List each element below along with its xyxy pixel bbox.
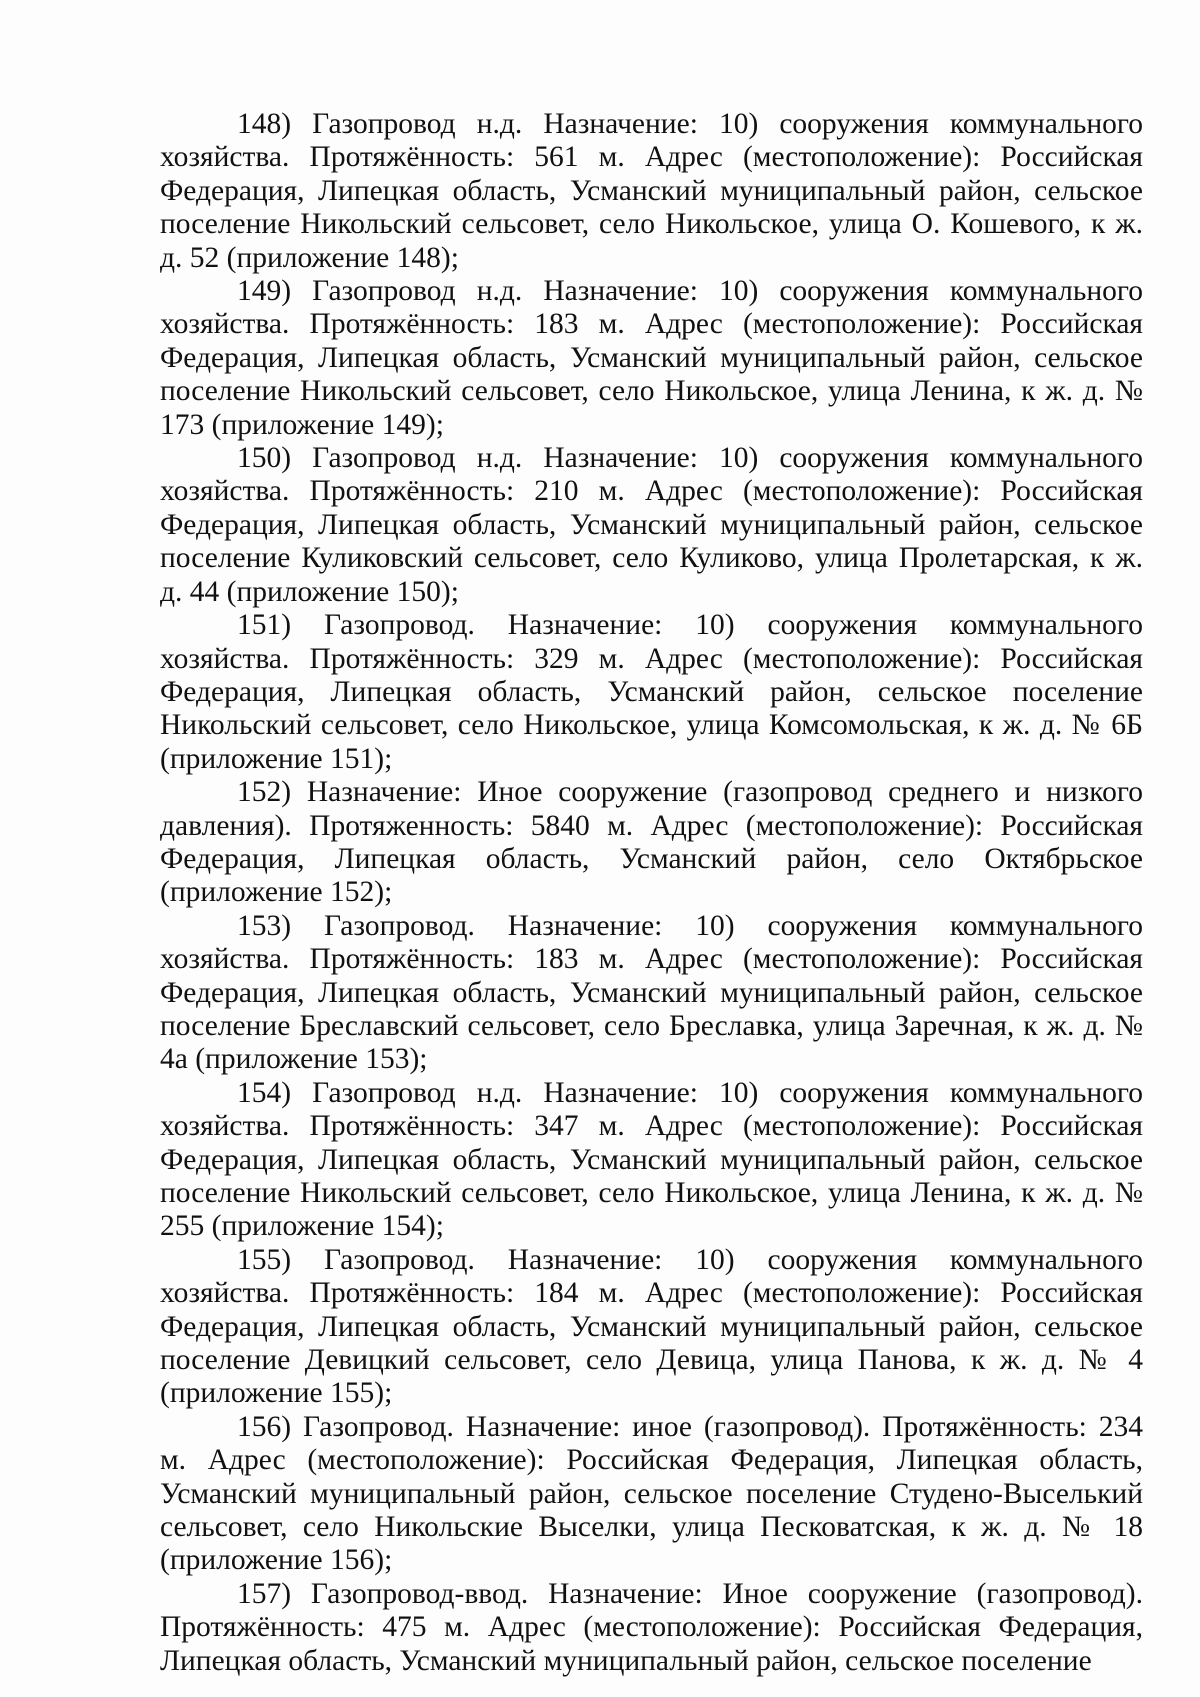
list-item-155: 155) Газопровод. Назначение: 10) сооружения коммунального хозяйства. Протяжённость: 184 м. Адрес (местоположение): Российская Федерация, Липецкая область, Усманский муниципальный район, сельское поселение Девицкий сельсовет, село Девица, улица Панова, к ж. д. № 4 (приложение 155); (160, 1243, 1143, 1410)
list-item-150: 150) Газопровод н.д. Назначение: 10) сооружения коммунального хозяйства. Протяжённость: 210 м. Адрес (местоположение): Российская Федерация, Липецкая область, Усманский муниципальный район, сельское поселение Куликовский сельсовет, село Куликово, улица Пролетарская, к ж. д. 44 (приложение 150); (160, 442, 1143, 608)
list-item-152: 152) Назначение: Иное сооружение (газопровод среднего и низкого давления). Протяженность: 5840 м. Адрес (местоположение): Российская Федерация, Липецкая область, Усманский район, село Октябрьское (приложение 152); (160, 776, 1143, 909)
list-item-156: 156) Газопровод. Назначение: иное (газопровод). Протяжённость: 234 м. Адрес (местоположение): Российская Федерация, Липецкая область, Усманский муниципальный район, сельское поселение Студено-Выселький сельсовет, село Никольские Выселки, улица Песковатская, к ж. д. № 18 (приложение 156); (160, 1410, 1143, 1577)
document-page (160, 108, 1143, 1678)
list-item-149: 149) Газопровод н.д. Назначение: 10) сооружения коммунального хозяйства. Протяжённость: 183 м. Адрес (местоположение): Российская Федерация, Липецкая область, Усманский муниципальный район, сельское поселение Никольский сельсовет, село Никольское, улица Ленина, к ж. д. № 173 (приложение 149); (160, 275, 1143, 441)
list-item-157: 157) Газопровод-ввод. Назначение: Иное сооружение (газопровод). Протяжённость: 475 м. Адрес (местоположение): Российская Федерация, Липецкая область, Усманский муниципальный район, сельское поселение (160, 1577, 1143, 1677)
list-item-148: 148) Газопровод н.д. Назначение: 10) сооружения коммунального хозяйства. Протяжённость: 561 м. Адрес (местоположение): Российская Федерация, Липецкая область, Усманский муниципальный район, сельское поселение Никольский сельсовет, село Никольское, улица О. Кошевого, к ж. д. 52 (приложение 148); (160, 108, 1143, 274)
list-item-151: 151) Газопровод. Назначение: 10) сооружения коммунального хозяйства. Протяжённость: 329 м. Адрес (местоположение): Российская Федерация, Липецкая область, Усманский район, сельское поселение Никольский сельсовет, село Никольское, улица Комсомольская, к ж. д. № 6Б (приложение 151); (160, 609, 1143, 775)
list-item-153: 153) Газопровод. Назначение: 10) сооружения коммунального хозяйства. Протяжённость: 183 м. Адрес (местоположение): Российская Федерация, Липецкая область, Усманский муниципальный район, сельское поселение Бреславский сельсовет, село Бреславка, улица Заречная, к ж. д. № 4а (приложение 153); (160, 909, 1143, 1076)
list-item-154: 154) Газопровод н.д. Назначение: 10) сооружения коммунального хозяйства. Протяжённость: 347 м. Адрес (местоположение): Российская Федерация, Липецкая область, Усманский муниципальный район, сельское поселение Никольский сельсовет, село Никольское, улица Ленина, к ж. д. № 255 (приложение 154); (160, 1076, 1143, 1243)
